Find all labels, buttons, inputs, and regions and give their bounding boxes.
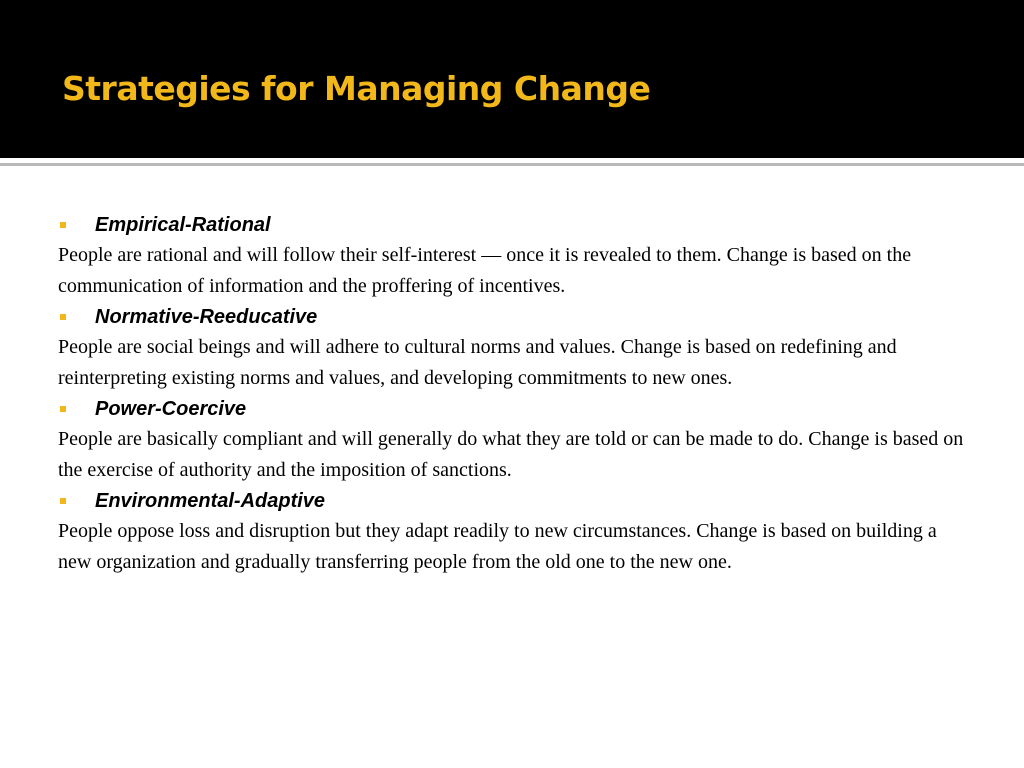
square-bullet-icon — [60, 222, 66, 228]
title-band — [0, 0, 1024, 158]
strategy-description: People are social beings and will adhere to cultural norms and values. Change is based on redefining and reinterpreting existing norms and values, and developing commitments to new ones. — [58, 336, 897, 389]
strategy-description: People oppose loss and disruption but they adapt readily to new circumstances. Change is based on building a new organization and gradually transferring people from the old one to the new one. — [58, 520, 937, 573]
strategy-description: People are basically compliant and will generally do what they are told or can be made to do. Change is based on the exercise of authority and the imposition of sanctions. — [58, 428, 964, 481]
bullet-row — [58, 210, 968, 240]
strategy-heading: Empirical-Rational — [95, 214, 271, 236]
bullet-row — [58, 394, 968, 424]
bullet-row — [58, 486, 968, 516]
strategy-item-environmental-adaptive — [58, 486, 968, 578]
strategy-item-empirical-rational — [58, 210, 968, 302]
slide-content — [58, 210, 968, 578]
strategy-heading: Normative-Reeducative — [95, 306, 318, 328]
square-bullet-icon — [60, 314, 66, 320]
bullet-row — [58, 302, 968, 332]
strategy-item-power-coercive — [58, 394, 968, 486]
slide-title: Strategies for Managing Change — [62, 69, 651, 108]
title-divider — [0, 163, 1024, 166]
square-bullet-icon — [60, 498, 66, 504]
strategy-description: People are rational and will follow their self-interest — once it is revealed to them. Change is based on the communication of information and the proffering of incentives. — [58, 244, 912, 297]
strategy-heading: Environmental-Adaptive — [95, 490, 326, 512]
square-bullet-icon — [60, 406, 66, 412]
strategy-item-normative-reeducative — [58, 302, 968, 394]
strategy-heading: Power-Coercive — [95, 398, 247, 420]
